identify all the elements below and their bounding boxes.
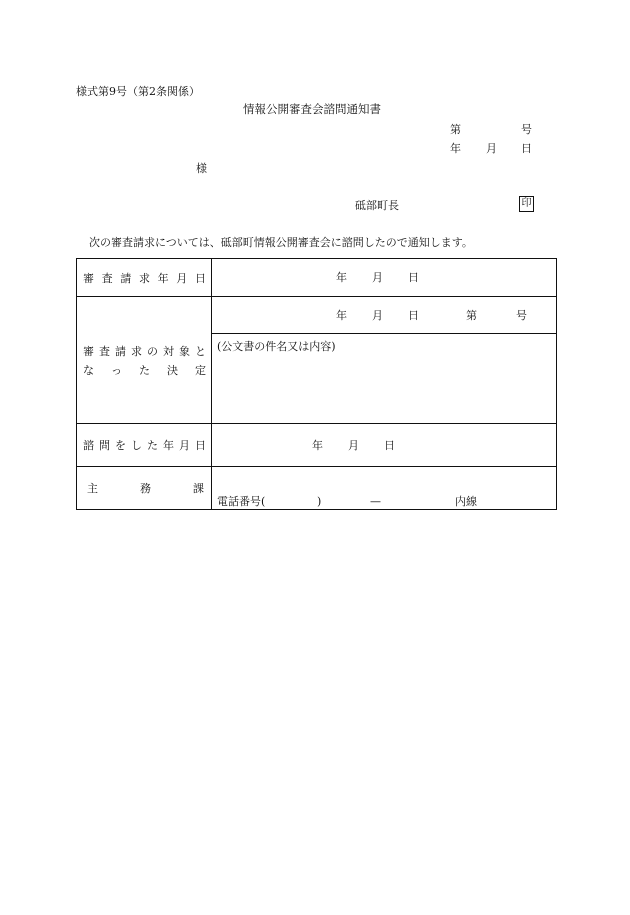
label-char: 象	[179, 344, 190, 358]
doc-number-suffix: 号	[521, 123, 532, 136]
label-char: 年	[163, 439, 174, 452]
form-number: 様式第9号（第2条関係）	[76, 85, 200, 98]
label-char: を	[115, 439, 126, 452]
label-char: 務	[140, 482, 151, 495]
phone-label: 電話番号(	[217, 495, 266, 508]
inquiry-date-year: 年	[312, 439, 323, 452]
header-date-month: 月	[486, 142, 497, 155]
label-char: 月	[179, 439, 190, 452]
header-date-year: 年	[450, 142, 461, 155]
decision-date-month: 月	[372, 309, 383, 322]
label-char: 対	[163, 344, 174, 358]
document-title: 情報公開審査会諮問通知書	[243, 102, 381, 116]
label-char: 審	[83, 344, 94, 358]
inquiry-date-day: 日	[384, 439, 395, 452]
label-char: 日	[195, 439, 206, 452]
responsible-section-value[interactable]	[212, 467, 557, 510]
label-char: と	[195, 344, 206, 358]
seal-mark: 印	[519, 196, 534, 212]
label-char: 査	[99, 344, 110, 358]
row-decision-meta	[77, 297, 557, 334]
decision-date-number[interactable]	[212, 297, 557, 334]
label-char: っ	[111, 363, 122, 377]
request-date-value[interactable]	[212, 259, 557, 297]
header-date-day: 日	[521, 142, 532, 155]
label-char: 査	[101, 271, 113, 285]
phone-dash: —	[370, 495, 381, 508]
label-char: 課	[193, 482, 204, 495]
label-char: 決	[167, 363, 178, 377]
label-char: 請	[120, 271, 132, 285]
decision-number-suffix: 号	[516, 309, 527, 322]
label-char: 問	[99, 439, 110, 452]
label-char: た	[139, 363, 150, 377]
label-char: 求	[131, 344, 142, 358]
label-request-date	[77, 259, 212, 297]
inquiry-date-month: 月	[348, 439, 359, 452]
row-inquiry-date	[77, 424, 557, 467]
decision-content-field[interactable]	[212, 334, 557, 424]
label-target-decision	[77, 297, 212, 424]
decision-content-hint: (公文書の件名又は内容)	[217, 340, 336, 353]
label-char: 諮	[83, 439, 94, 452]
label-char: 月	[176, 271, 188, 285]
label-responsible-section	[77, 467, 212, 510]
label-char: な	[83, 363, 94, 377]
label-char: た	[147, 439, 158, 452]
request-date-day: 日	[408, 271, 419, 284]
row-request-date	[77, 259, 557, 297]
intro-text: 次の審査請求については、砥部町情報公開審査会に諮問したので通知します。	[89, 236, 473, 249]
label-char: 請	[115, 344, 126, 358]
inquiry-form-table	[76, 258, 557, 510]
request-date-year: 年	[336, 271, 347, 284]
row-responsible-section	[77, 467, 557, 510]
label-char: の	[147, 344, 158, 358]
request-date-month: 月	[372, 271, 383, 284]
decision-number-prefix: 第	[466, 309, 477, 322]
doc-number-prefix: 第	[450, 123, 461, 136]
phone-close: )	[317, 495, 322, 508]
decision-date-year: 年	[336, 309, 347, 322]
label-char: 年	[157, 271, 169, 285]
addressee-suffix: 様	[196, 162, 207, 175]
label-char: 求	[138, 271, 150, 285]
label-char: 審	[83, 271, 94, 285]
label-inquiry-date	[77, 424, 212, 467]
label-char: 主	[87, 482, 98, 495]
inquiry-date-value[interactable]	[212, 424, 557, 467]
label-char: 定	[195, 363, 206, 377]
label-char: し	[131, 439, 142, 452]
decision-date-day: 日	[408, 309, 419, 322]
label-char: 日	[194, 271, 206, 285]
extension-label: 内線	[455, 495, 477, 508]
sender-name: 砥部町長	[355, 199, 399, 212]
